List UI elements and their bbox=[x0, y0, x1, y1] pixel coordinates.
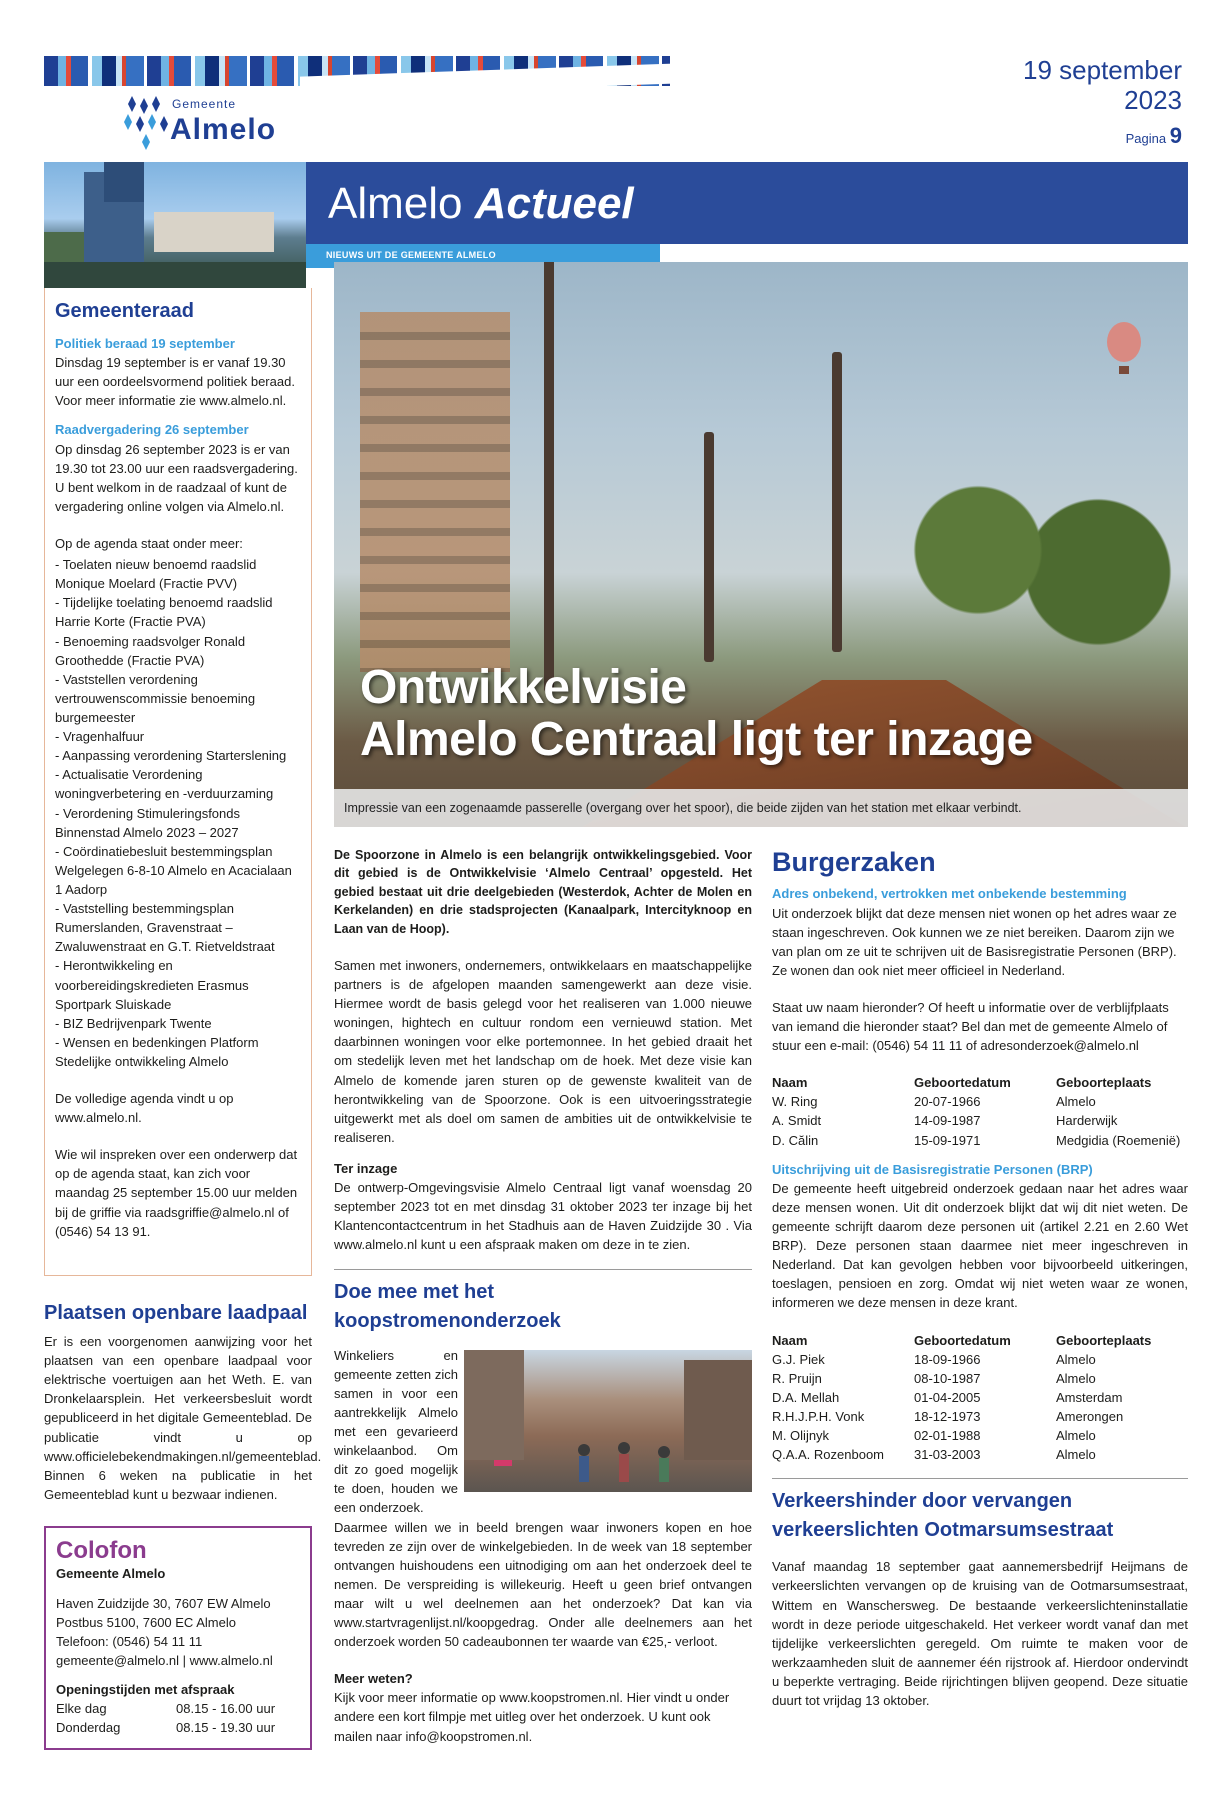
agenda-full-text: De volledige agenda vindt u op www.almelo.nl. bbox=[55, 1091, 234, 1126]
laadpaal-title: Plaatsen openbare laadpaal bbox=[44, 1302, 308, 1324]
koopstromen-title: Doe mee met het koopstromenonderzoek bbox=[334, 1280, 561, 1332]
opening-hours bbox=[56, 1699, 300, 1737]
gemeenteraad-section bbox=[44, 288, 312, 1276]
agenda-item: - Actualisatie Verordening woningverbetering en -verduurzaming bbox=[55, 767, 274, 802]
agenda-item: - BIZ Bedrijvenpark Twente bbox=[55, 1015, 212, 1031]
opening-hours-title: Openingstijden met afspraak bbox=[56, 1681, 235, 1697]
table-row: R.H.J.P.H. Vonk 18-12-1973 Amerongen bbox=[772, 1409, 1124, 1425]
koopstromen-side-text: Winkeliers en gemeente zetten zich samen in voor een aantrekkelijk Almelo met een gevarieerd winkelaanbod. Om dit zo goed mogelijk te doen, houden we een onderzoek. bbox=[334, 1347, 458, 1516]
uitschrijving-title: Uitschrijving uit de Basisregistratie Personen (BRP) bbox=[772, 1161, 1093, 1177]
agenda-item: - Aanpassing verordening Starterslening bbox=[55, 748, 287, 764]
col-geboortedatum: Geboortedatum bbox=[914, 1075, 1011, 1091]
burgerzaken-article bbox=[772, 846, 1188, 1710]
hours-time: 08.15 - 16.00 uur bbox=[176, 1701, 276, 1717]
almelo-actueel-banner bbox=[306, 162, 1188, 244]
photo-caption: Impressie van een zogenaamde passerelle (overgang over het spoor), die beide zijden van het station met elkaar verbindt. bbox=[334, 789, 1188, 827]
table-row: A. Smidt 14-09-1987 Harderwijk bbox=[772, 1113, 1118, 1129]
gemeente-logo bbox=[124, 96, 324, 160]
agenda-list bbox=[55, 555, 301, 1071]
agenda-item: - Vragenhalfuur bbox=[55, 729, 145, 745]
hours-time: 08.15 - 19.30 uur bbox=[176, 1720, 276, 1736]
colofon-phone: Telefoon: (0546) 54 11 11 bbox=[56, 1633, 203, 1649]
contact-text: Staat uw naam hieronder? Of heeft u informatie over de verblijfplaats van iemand die hieronder staat? Bel dan met de gemeente Almelo of stuur een e-mail: (0546) 54 11 11 of adresonderzoek@almelo.nl bbox=[772, 999, 1169, 1054]
agenda-intro: Op de agenda staat onder meer: bbox=[55, 535, 243, 551]
section-divider bbox=[772, 1478, 1188, 1479]
meer-weten-text: Kijk voor meer informatie op www.koopstromen.nl. Hier vindt u onder andere een kort filmpje met uitleg over het onderzoek. U kunt ook mailen naar info@koopstromen.nl. bbox=[334, 1690, 730, 1744]
date-year: 2023 bbox=[1124, 84, 1182, 115]
page-number: 9 bbox=[1169, 122, 1182, 148]
table-row: W. Ring 20-07-1966 Almelo bbox=[772, 1094, 1096, 1110]
ontwikkelvisie-intro: De Spoorzone in Almelo is een belangrijk ontwikkelingsgebied. Voor dit gebied is de Ontwikkelvisie ‘Almelo Centraal’ opgesteld. Het gebied bestaat uit drie deelgebieden (Westerdok, Achter de Molen en Kerkelanden) en drie stadsprojecten (Kanaalpark, Intercityknoop en Laan van de Hoop). bbox=[334, 848, 752, 936]
laadpaal-text: Er is een voorgenomen aanwijzing voor het plaatsen van een openbare laadpaal voor elektrische voertuigen aan het Weth. E. van Dronkelaarsplein. Het verkeersbesluit wordt gepubliceerd in het digitale Gemeenteblad. De publicatie vindt u op www.officielebekendmakingen.nl/gemeenteblad. Binnen 6 weken na publicatie in het Gemeenteblad kunt u bezwaar indienen. bbox=[44, 1334, 322, 1502]
colofon-title: Colofon bbox=[56, 1537, 147, 1564]
issue-date bbox=[1023, 56, 1182, 152]
ontwikkelvisie-article bbox=[334, 846, 752, 1746]
persons-table-1 bbox=[772, 1073, 1188, 1149]
lamp-pole bbox=[544, 262, 554, 692]
koopstromen-body: Daarmee willen we in beeld brengen waar inwoners kopen en hoe tevreden ze zijn over de winkelgebieden. In de week van 18 september ontvangen huishoudens een uitnodiging om aan het onderzoek deel te nemen. De verspreiding is willekeurig. Heeft u geen brief ontvangen maar wilt u wel deelnemen aan het onderzoek? Dat kan via www.startvragenlijst.nl/koopgedrag. Onder alle deelnemers aan het onderzoek worden 50 cadeaubonnen ter waarde van €25,- verloot. bbox=[334, 1519, 752, 1650]
main-headline: Ontwikkelvisie Almelo Centraal ligt ter inzage bbox=[360, 661, 1033, 766]
hours-day: Elke dag bbox=[56, 1701, 107, 1717]
agenda-item: - Coördinatiebesluit bestemmingsplan Welgelegen 6-8-10 Almelo en Acacialaan 1 Aadorp bbox=[55, 843, 292, 897]
agenda-item: - Toelaten nieuw benoemd raadslid Monique Moelard (Fractie PVV) bbox=[55, 557, 257, 592]
col-geboorteplaats: Geboorteplaats bbox=[1056, 1332, 1152, 1348]
building-illustration bbox=[360, 312, 510, 672]
table-row: D.A. Mellah 01-04-2005 Amsterdam bbox=[772, 1389, 1123, 1405]
col-naam: Naam bbox=[772, 1075, 808, 1091]
banner-title: Almelo Actueel bbox=[328, 179, 634, 228]
colofon-web: gemeente@almelo.nl | www.almelo.nl bbox=[56, 1652, 273, 1668]
agenda-item: - Wensen en bedenkingen Platform Stedelijke ontwikkeling Almelo bbox=[55, 1034, 259, 1069]
trees-illustration bbox=[888, 462, 1188, 682]
adres-onbekend-text: Uit onderzoek blijkt dat deze mensen niet wonen op het adres waar ze staan ingeschreven. Ook kunnen we ze niet bereiken. Daarom zijn we van plan om ze uit te schrijven uit de Basisregistratie Personen (BRP). Ze wonen dan ook niet meer officieel in Nederland. bbox=[772, 905, 1177, 978]
logo-gemeente-text: Gemeente bbox=[172, 97, 237, 111]
table-row: Q.A.A. Rozenboom 31-03-2003 Almelo bbox=[772, 1447, 1096, 1463]
agenda-item: - Verordening Stimuleringsfonds Binnenstad Almelo 2023 – 2027 bbox=[55, 805, 240, 840]
agenda-item: - Benoeming raadsvolger Ronald Groothedde (Fractie PVA) bbox=[55, 633, 246, 668]
colofon-org: Gemeente Almelo bbox=[56, 1566, 166, 1582]
raadvergadering-title: Raadvergadering 26 september bbox=[55, 422, 249, 438]
koopstromen-article bbox=[334, 1346, 752, 1518]
almelo-diamonds-icon bbox=[124, 96, 170, 160]
inspreken-text: Wie wil inspreken over een onderwerp dat op de agenda staat, kan zich voor maandag 25 september 15.00 uur melden bij de griffie via raadsgriffie@almelo.nl of (0546) 54 13 91. bbox=[55, 1147, 298, 1239]
laadpaal-section bbox=[44, 1300, 322, 1504]
table-row: G.J. Piek 18-09-1966 Almelo bbox=[772, 1351, 1096, 1367]
section-divider bbox=[334, 1269, 752, 1270]
colofon-address1: Haven Zuidzijde 30, 7607 EW Almelo bbox=[56, 1595, 271, 1611]
gemeenteraad-title: Gemeenteraad bbox=[55, 300, 194, 322]
agenda-item: - Vaststellen verordening vertrouwenscommissie benoeming burgemeester bbox=[55, 671, 256, 725]
city-photo bbox=[44, 162, 306, 288]
agenda-item: - Tijdelijke toelating benoemd raadslid Harrie Korte (Fractie PVA) bbox=[55, 595, 273, 630]
meer-weten-title: Meer weten? bbox=[334, 1671, 413, 1687]
people-illustration bbox=[464, 1350, 752, 1492]
lamp-pole bbox=[832, 352, 842, 652]
raadvergadering-text: Op dinsdag 26 september 2023 is er van 19.30 tot 23.00 uur een raadsvergadering. U bent welkom in de raadzaal of kunt de vergadering online volgen via Almelo.nl. bbox=[55, 441, 298, 514]
table-row: R. Pruijn 08-10-1987 Almelo bbox=[772, 1370, 1096, 1386]
ter-inzage-text: De ontwerp-Omgevingsvisie Almelo Centraal ligt vanaf woensdag 20 september 2023 tot en met dinsdag 31 oktober 2023 ter inzage bij het Klantencontactcentrum in het Stadhuis aan de Haven Zuidzijde 30 . Via www.almelo.nl kunt u een afspraak maken om deze in te zien. bbox=[334, 1180, 752, 1253]
page-label: Pagina bbox=[1125, 130, 1167, 146]
persons-table-2 bbox=[772, 1331, 1188, 1465]
colofon-box bbox=[44, 1526, 312, 1750]
burgerzaken-title: Burgerzaken bbox=[772, 847, 936, 877]
passerelle-photo bbox=[334, 262, 1188, 827]
verkeershinder-title: Verkeershinder door vervangen verkeerslichten Ootmarsumsestraat bbox=[772, 1490, 1114, 1542]
politiek-beraad-title: Politiek beraad 19 september bbox=[55, 336, 235, 351]
page-indicator bbox=[1023, 120, 1182, 152]
verkeershinder-text: Vanaf maandag 18 september gaat aannemersbedrijf Heijmans de verkeerslichten vervangen op de kruising van de Ootmarsumsestraat, Wittem en Wanschersweg. De bestaande verkeerslichteninstallatie wordt in deze periode uitgeschakeld. Het verkeer wordt vanaf dan met tijdelijke verkeerslichten geregeld. Om ruimte te maken voor de werkzaamheden sluit de aannemer één rijstrook af. Hierdoor ondervindt u beperkte vertraging. Beide rijrichtingen blijven geopend. Deze situatie duurt tot vrijdag 13 oktober. bbox=[772, 1559, 1188, 1709]
agenda-item: - Herontwikkeling en voorbereidingskredieten Erasmus Sportpark Sluiskade bbox=[55, 958, 249, 1012]
lamp-pole bbox=[704, 432, 714, 662]
date-day: 19 september bbox=[1023, 55, 1182, 85]
table-row: M. Olijnyk 02-01-1988 Almelo bbox=[772, 1428, 1096, 1444]
logo-almelo-text: Almelo bbox=[170, 113, 277, 146]
ontwikkelvisie-body: Samen met inwoners, ondernemers, ontwikkelaars en maatschappelijke partners is de afgelopen maanden samengewerkt aan deze visie. Hiermee wordt de basis gelegd voor het realiseren van 1.000 nieuwe woningen, hightech en cultuur rondom een vernieuwd station. Met daarbinnen woningen voor elke portemonnee. In het gebied draait het om stedelijk leven met het landschap om de hoek. Met deze visie kan Almelo de komende jaren sturen op de gewenste kwaliteit van de herontwikkeling van de Spoorzone. Ook is een uitvoeringsstrategie uitgewerkt met als doel om samen de ambities uit de ontwikkelvisie te realiseren. bbox=[334, 957, 752, 1145]
ter-inzage-title: Ter inzage bbox=[334, 1160, 398, 1176]
banner-subtitle: NIEUWS UIT DE GEMEENTE ALMELO bbox=[306, 244, 660, 268]
colofon-address2: Postbus 5100, 7600 EC Almelo bbox=[56, 1614, 236, 1630]
table-row: D. Călin 15-09-1971 Medgidia (Roemenië) bbox=[772, 1132, 1181, 1148]
agenda-item: - Vaststelling bestemmingsplan Rumerslanden, Gravenstraat – Zwaluwenstraat en G.T. Rietveldstraat bbox=[55, 901, 275, 955]
city-illustration bbox=[44, 162, 306, 288]
col-geboorteplaats: Geboorteplaats bbox=[1056, 1075, 1152, 1091]
col-geboortedatum: Geboortedatum bbox=[914, 1332, 1011, 1348]
col-naam: Naam bbox=[772, 1332, 808, 1348]
uitschrijving-text: De gemeente heeft uitgebreid onderzoek gedaan naar het adres waar deze mensen wonen. Uit dit onderzoek blijkt dat wij dit niet weten. De gemeente schrijft daarom deze personen uit (artikel 2.21 en 2.60 Wet BRP). Deze personen staan daarmee niet meer ingeschreven in Nederland. Dat kan gevolgen hebben voor bijvoorbeeld uitkeringen, toeslagen, pensioen en zorg. Omdat wij niet weten waar ze wonen, informeren we deze mensen in deze krant. bbox=[772, 1180, 1188, 1311]
hot-air-balloon-icon bbox=[1104, 322, 1144, 382]
shopping-street-photo bbox=[464, 1350, 752, 1492]
adres-onbekend-title: Adres onbekend, vertrokken met onbekende bestemming bbox=[772, 886, 1127, 902]
politiek-beraad-text: Dinsdag 19 september is er vanaf 19.30 uur een oordeelsvormend politiek beraad. Voor meer informatie zie www.almelo.nl. bbox=[55, 355, 295, 409]
hours-day: Donderdag bbox=[56, 1720, 121, 1736]
